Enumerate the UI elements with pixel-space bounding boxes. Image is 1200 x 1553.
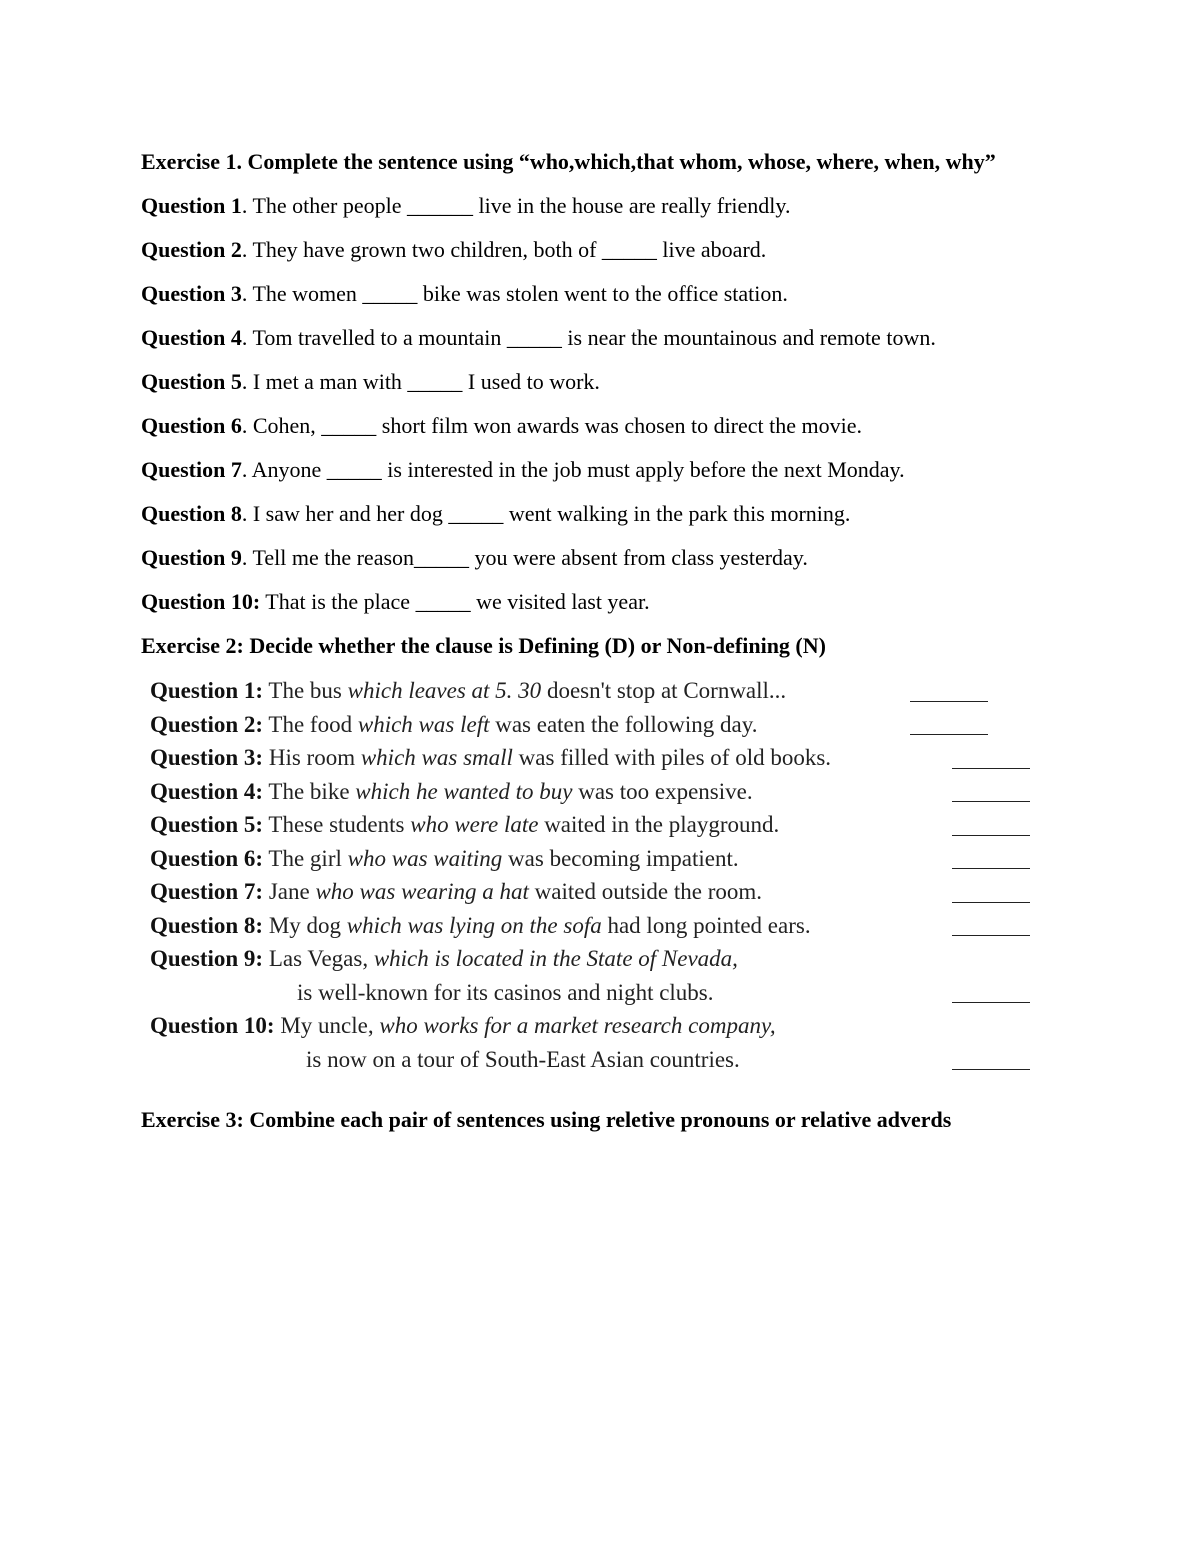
answer-blank[interactable] <box>952 768 1030 769</box>
exercise-2-question <box>150 842 1030 876</box>
question-label: Question 1: <box>150 678 264 703</box>
question-text: The other people ______ live in the house are really friendly. <box>247 193 791 218</box>
question-text-after: was eaten the following day. <box>489 711 758 737</box>
exercise-2-question <box>150 909 1030 943</box>
answer-blank[interactable] <box>952 902 1030 903</box>
question-text: Tell me the reason_____ you were absent from class yesterday. <box>247 545 808 570</box>
question-text-before: The food <box>263 711 358 737</box>
question-label-separator: . <box>241 369 248 394</box>
question-text: Anyone _____ is interested in the job must apply before the next Monday. <box>247 457 905 482</box>
exercise-2-question <box>150 1009 1030 1076</box>
exercise-1-question <box>141 316 1061 360</box>
question-label-separator: . <box>241 193 248 218</box>
relative-clause: who works for a market research company, <box>379 1013 776 1038</box>
exercise-2-question-list <box>150 674 1030 1076</box>
question-label-separator: . <box>241 413 248 438</box>
question-text-before: Las Vegas, <box>263 946 374 971</box>
exercise-3-heading: Exercise 3: Combine each pair of sentences using reletive pronouns or relative adverds <box>141 1107 952 1132</box>
question-label: Question 6 <box>141 413 242 438</box>
question-text: I met a man with _____ I used to work. <box>247 369 600 394</box>
exercise-1-question <box>141 272 1061 316</box>
question-text-before: Jane <box>263 879 316 904</box>
question-label: Question 9 <box>141 545 242 570</box>
question-label: Question 4 <box>141 325 242 350</box>
exercise-2-question <box>150 775 1030 809</box>
relative-clause: who was waiting <box>347 845 503 871</box>
question-text-after: was becoming impatient. <box>502 845 739 871</box>
answer-blank[interactable] <box>952 1002 1030 1003</box>
relative-clause: which leaves at 5. 30 <box>347 678 542 703</box>
question-text-after: waited in the playground. <box>538 812 780 837</box>
question-text-before: My uncle, <box>274 1013 380 1038</box>
question-label-separator: . <box>241 237 248 262</box>
answer-blank[interactable] <box>952 835 1030 836</box>
question-text: The women _____ bike was stolen went to the office station. <box>247 281 788 306</box>
question-continuation: is now on a tour of South-East Asian countries. <box>306 1046 740 1072</box>
question-label: Question 1 <box>141 193 242 218</box>
question-label: Question 9: <box>150 946 264 971</box>
exercise-1-question <box>141 228 1061 272</box>
question-text: That is the place _____ we visited last year. <box>260 589 650 614</box>
exercise-1-question <box>141 360 1061 404</box>
question-label: Question 2 <box>141 237 242 262</box>
question-label: Question 8 <box>141 501 242 526</box>
question-text-after: was filled with piles of old books. <box>512 745 832 770</box>
question-label: Question 6: <box>150 845 264 871</box>
question-text-before: His room <box>263 745 361 770</box>
exercise-1-question-list <box>141 184 1061 624</box>
exercise-1-question <box>141 404 1061 448</box>
exercise-1-question <box>141 580 1061 624</box>
question-label: Question 4: <box>150 778 264 804</box>
question-label-separator: . <box>241 457 248 482</box>
question-label: Question 8: <box>150 912 264 938</box>
answer-blank[interactable] <box>952 1069 1030 1070</box>
question-label: Question 5: <box>150 812 264 837</box>
relative-clause: who was wearing a hat <box>315 879 529 904</box>
question-label-separator: . <box>241 281 248 306</box>
exercise-2-question <box>150 741 1030 775</box>
question-text: They have grown two children, both of _____ live aboard. <box>247 237 767 262</box>
question-label: Question 7 <box>141 457 242 482</box>
exercise-1-heading: Exercise 1. Complete the sentence using “who,which,that whom, whose, where, when, why” <box>141 149 996 174</box>
exercise-2-question <box>150 875 1030 909</box>
question-label: Question 3 <box>141 281 242 306</box>
question-label: Question 10: <box>150 1013 275 1038</box>
question-label: Question 5 <box>141 369 242 394</box>
question-label: Question 3: <box>150 745 264 770</box>
question-label: Question 2: <box>150 711 264 737</box>
question-label: Question 7: <box>150 879 264 904</box>
question-text-before: The girl <box>263 845 348 871</box>
relative-clause: who were late <box>410 812 539 837</box>
question-text: Cohen, _____ short film won awards was chosen to direct the movie. <box>247 413 863 438</box>
question-label: Question 10: <box>141 589 261 614</box>
question-text-after: had long pointed ears. <box>601 912 811 938</box>
exercise-2-heading: Exercise 2: Decide whether the clause is Defining (D) or Non-defining (N) <box>141 633 826 658</box>
question-text-after: doesn't stop at Cornwall... <box>541 678 787 703</box>
relative-clause: which was small <box>360 745 513 770</box>
question-label-separator: . <box>241 545 248 570</box>
question-text-before: The bike <box>263 778 356 804</box>
exercise-2-question <box>150 808 1030 842</box>
question-text: I saw her and her dog _____ went walking in the park this morning. <box>247 501 851 526</box>
relative-clause: which is located in the State of Nevada, <box>373 946 738 971</box>
answer-blank[interactable] <box>910 701 988 702</box>
question-label-separator: . <box>241 501 248 526</box>
answer-blank[interactable] <box>952 935 1030 936</box>
relative-clause: which was left <box>357 711 490 737</box>
question-text-before: The bus <box>263 678 348 703</box>
answer-blank[interactable] <box>952 801 1030 802</box>
question-text: Tom travelled to a mountain _____ is near the mountainous and remote town. <box>247 325 936 350</box>
exercise-2-question <box>150 942 1030 1009</box>
exercise-2-question <box>150 708 1030 742</box>
question-text-after: was too expensive. <box>572 778 753 804</box>
question-label-separator: . <box>241 325 248 350</box>
answer-blank[interactable] <box>952 868 1030 869</box>
relative-clause: which he wanted to buy <box>355 778 573 804</box>
relative-clause: which was lying on the sofa <box>346 912 602 938</box>
exercise-1-question <box>141 448 1061 492</box>
answer-blank[interactable] <box>910 734 988 735</box>
question-text-before: My dog <box>263 912 347 938</box>
exercise-1-question <box>141 184 1061 228</box>
question-text-after: waited outside the room. <box>528 879 763 904</box>
question-continuation: is well-known for its casinos and night clubs. <box>297 979 714 1005</box>
exercise-2-question <box>150 674 1030 708</box>
question-text-before: These students <box>263 812 411 837</box>
worksheet-page <box>141 140 1061 1142</box>
exercise-1-question <box>141 492 1061 536</box>
exercise-1-question <box>141 536 1061 580</box>
